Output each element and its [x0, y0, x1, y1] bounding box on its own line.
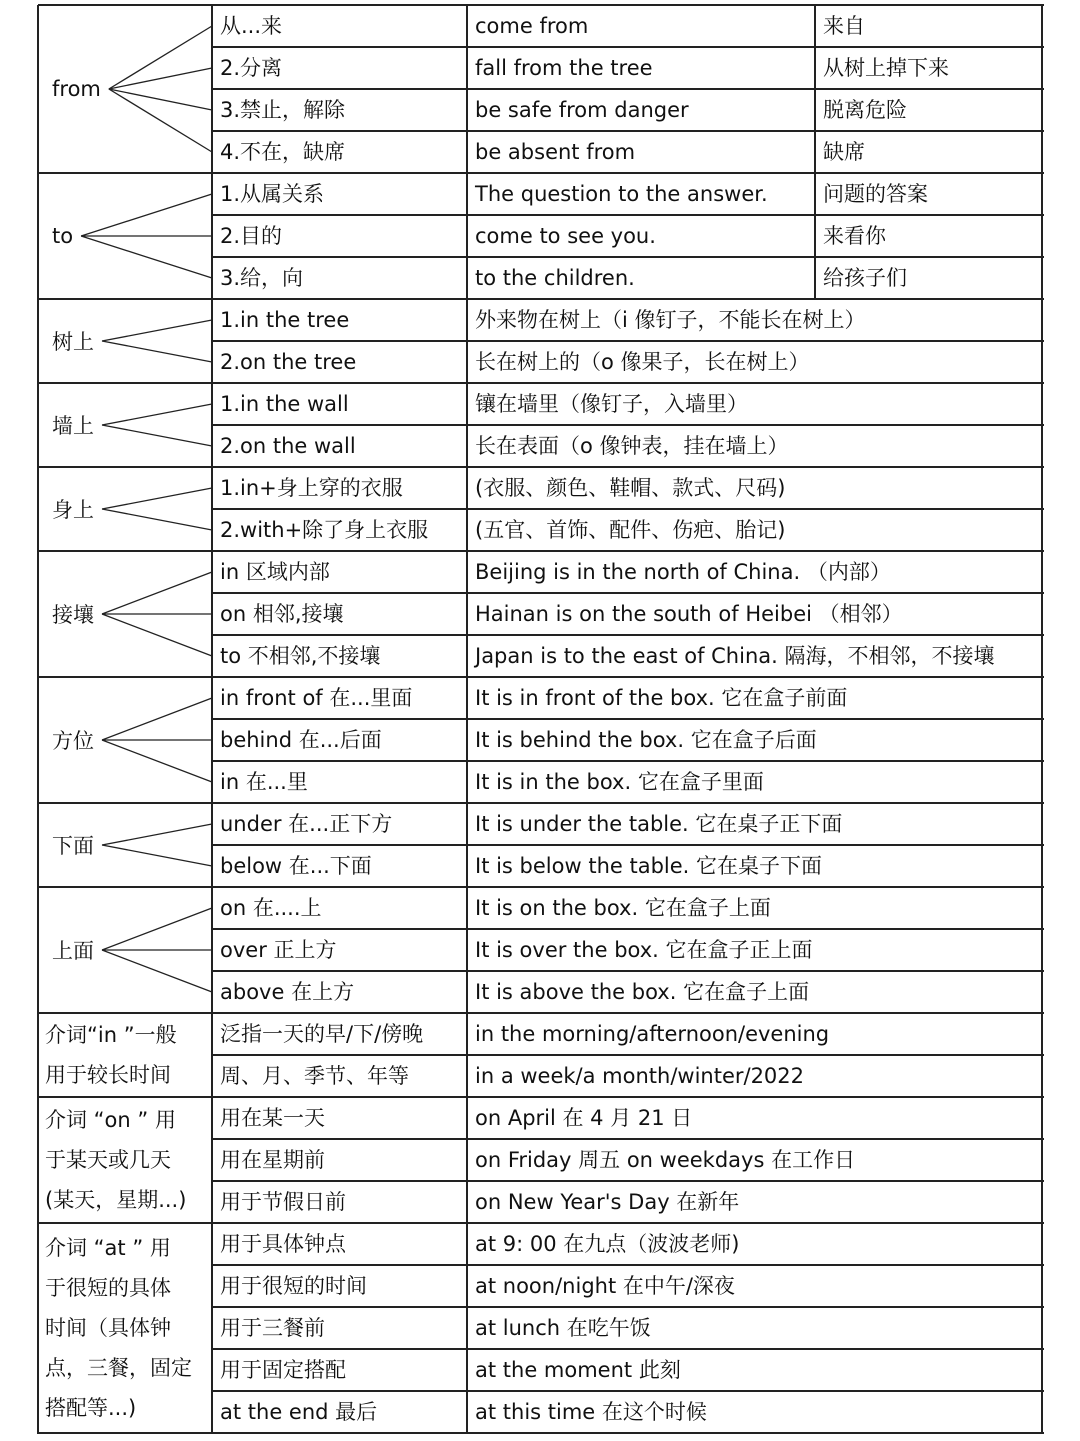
column-divider: [814, 89, 816, 132]
example-cell: It is below the table. 它在桌子下面: [475, 854, 823, 878]
example-cell: to the children.: [475, 266, 635, 290]
meaning-cell: behind 在...后面: [220, 728, 382, 752]
column-divider: [37, 5, 39, 1434]
bracket-line: [102, 404, 212, 425]
meaning-cell: 4.不在，缺席: [220, 140, 346, 164]
column-divider: [814, 131, 816, 174]
meaning-cell: at the end 最后: [220, 1400, 378, 1424]
row-divider: [212, 424, 1044, 426]
meaning-cell: 3.给，向: [220, 266, 304, 290]
meaning-cell: 用于固定搭配: [220, 1358, 346, 1382]
column-divider: [466, 5, 468, 1434]
example-cell: It is above the box. 它在盒子上面: [475, 980, 810, 1004]
row-divider: [212, 844, 1044, 846]
row-divider: [212, 340, 1044, 342]
row-divider: [212, 970, 1044, 972]
example-cell: be safe from danger: [475, 98, 689, 122]
example-cell: on Friday 周五 on weekdays 在工作日: [475, 1148, 856, 1172]
column-divider: [814, 257, 816, 300]
bracket-line: [102, 341, 212, 362]
example-cell: on April 在 4 月 21 日: [475, 1106, 693, 1130]
example-cell: 镶在墙里（像钉子，入墙里）: [475, 392, 748, 416]
row-divider: [212, 1054, 1044, 1056]
meaning-cell: 1.从属关系: [220, 182, 325, 206]
section-label: 上面: [52, 939, 94, 963]
example-cell: Beijing is in the north of China. （内部）: [475, 560, 891, 584]
meaning-cell: 用于三餐前: [220, 1316, 325, 1340]
translation-cell: 从树上掉下来: [823, 56, 949, 80]
bracket-line: [109, 89, 212, 152]
example-cell: The question to the answer.: [475, 182, 768, 206]
column-divider: [814, 215, 816, 258]
translation-cell: 来自: [823, 14, 865, 38]
example-cell: Hainan is on the south of Heibei （相邻）: [475, 602, 903, 626]
column-divider: [814, 5, 816, 48]
translation-cell: 脱离危险: [823, 98, 907, 122]
meaning-cell: 周、月、季节、年等: [220, 1064, 409, 1088]
row-divider: [212, 928, 1044, 930]
bracket-line: [109, 89, 212, 110]
example-cell: Japan is to the east of China. 隔海，不相邻，不接壤: [475, 644, 995, 668]
meaning-cell: 2.on the tree: [220, 350, 357, 374]
meaning-cell: to 不相邻,不接壤: [220, 644, 381, 668]
meaning-cell: above 在上方: [220, 980, 355, 1004]
meaning-cell: in 在...里: [220, 770, 308, 794]
section-label: 墙上: [52, 414, 94, 438]
example-cell: in the morning/afternoon/evening: [475, 1022, 830, 1046]
meaning-cell: 3.禁止，解除: [220, 98, 346, 122]
section-label: 下面: [52, 834, 94, 858]
section-label: 介词 “on ” 用 于某天或几天 (某天，星期...): [45, 1108, 187, 1212]
meaning-cell: 1.in+身上穿的衣服: [220, 476, 403, 500]
example-cell: on New Year's Day 在新年: [475, 1190, 740, 1214]
row-divider: [212, 88, 1044, 90]
meaning-cell: 从...来: [220, 14, 283, 38]
example-cell: come to see you.: [475, 224, 656, 248]
row-divider: [212, 1138, 1044, 1140]
meaning-cell: 用在某一天: [220, 1106, 325, 1130]
meaning-cell: 用在星期前: [220, 1148, 325, 1172]
meaning-cell: 2.目的: [220, 224, 283, 248]
example-cell: (衣服、颜色、鞋帽、款式、尺码): [475, 476, 786, 500]
bracket-line: [102, 320, 212, 341]
meaning-cell: below 在...下面: [220, 854, 372, 878]
bracket-line: [102, 698, 212, 740]
row-divider: [212, 1180, 1044, 1182]
example-cell: It is under the table. 它在桌子正下面: [475, 812, 843, 836]
translation-cell: 缺席: [823, 140, 865, 164]
meaning-cell: 2.on the wall: [220, 434, 356, 458]
example-cell: come from: [475, 14, 589, 38]
example-cell: It is in the box. 它在盒子里面: [475, 770, 764, 794]
column-divider: [814, 47, 816, 90]
translation-cell: 问题的答案: [823, 182, 928, 206]
bracket-line: [102, 488, 212, 509]
bracket-line: [102, 740, 212, 782]
section-label: 介词“in ”一般 用于较长时间: [45, 1023, 177, 1087]
example-cell: It is on the box. 它在盒子上面: [475, 896, 771, 920]
bracket-line: [102, 845, 212, 866]
row-divider: [38, 1432, 1044, 1434]
example-cell: 长在表面（o 像钟表，挂在墙上）: [475, 434, 789, 458]
section-label: from: [52, 77, 101, 101]
bracket-line: [102, 425, 212, 446]
example-cell: at the moment 此刻: [475, 1358, 681, 1382]
section-label: 方位: [52, 729, 94, 753]
column-divider: [211, 5, 213, 1434]
example-cell: 长在树上的（o 像果子，长在树上）: [475, 350, 810, 374]
meaning-cell: 用于具体钟点: [220, 1232, 346, 1256]
row-divider: [212, 1264, 1044, 1266]
example-cell: fall from the tree: [475, 56, 653, 80]
example-cell: 外来物在树上（i 像钉子，不能长在树上）: [475, 308, 866, 332]
row-divider: [212, 1348, 1044, 1350]
meaning-cell: over 正上方: [220, 938, 337, 962]
bracket-line: [81, 194, 212, 236]
meaning-cell: 1.in the tree: [220, 308, 350, 332]
row-divider: [212, 508, 1044, 510]
meaning-cell: 用于很短的时间: [220, 1274, 367, 1298]
section-label: 树上: [52, 330, 94, 354]
bracket-line: [102, 950, 212, 992]
column-divider: [1041, 5, 1043, 1434]
example-cell: be absent from: [475, 140, 636, 164]
meaning-cell: in 区域内部: [220, 560, 330, 584]
row-divider: [212, 718, 1044, 720]
row-divider: [212, 214, 1044, 216]
bracket-line: [102, 908, 212, 950]
translation-cell: 来看你: [823, 224, 886, 248]
translation-cell: 给孩子们: [823, 266, 907, 290]
row-divider: [212, 1306, 1044, 1308]
row-divider: [212, 592, 1044, 594]
example-cell: It is over the box. 它在盒子正上面: [475, 938, 813, 962]
meaning-cell: 用于节假日前: [220, 1190, 346, 1214]
bracket-line: [109, 68, 212, 89]
example-cell: in a week/a month/winter/2022: [475, 1064, 805, 1088]
row-divider: [212, 760, 1044, 762]
row-divider: [212, 1390, 1044, 1392]
bracket-line: [102, 572, 212, 614]
bracket-line: [102, 509, 212, 530]
meaning-cell: 1.in the wall: [220, 392, 349, 416]
bracket-line: [81, 236, 212, 278]
section-label: 介词 “at ” 用 于很短的具体 时间（具体钟 点，三餐，固定 搭配等...): [45, 1236, 192, 1420]
section-label: 身上: [52, 498, 94, 522]
example-cell: at 9: 00 在九点（波波老师): [475, 1232, 740, 1256]
section-label: to: [52, 224, 74, 248]
example-cell: at noon/night 在中午/深夜: [475, 1274, 735, 1298]
example-cell: at this time 在这个时候: [475, 1400, 707, 1424]
example-cell: It is behind the box. 它在盒子后面: [475, 728, 817, 752]
bracket-line: [109, 26, 212, 89]
example-cell: (五官、首饰、配件、伤疤、胎记): [475, 518, 786, 542]
bracket-line: [102, 614, 212, 656]
meaning-cell: 泛指一天的早/下/傍晚: [220, 1022, 424, 1046]
row-divider: [212, 256, 1044, 258]
row-divider: [212, 46, 1044, 48]
meaning-cell: 2.分离: [220, 56, 283, 80]
meaning-cell: on 相邻,接壤: [220, 602, 344, 626]
meaning-cell: in front of 在...里面: [220, 686, 413, 710]
column-divider: [814, 173, 816, 216]
meaning-cell: on 在....上: [220, 896, 322, 920]
meaning-cell: under 在...正下方: [220, 812, 393, 836]
bracket-line: [102, 824, 212, 845]
meaning-cell: 2.with+除了身上衣服: [220, 518, 429, 542]
section-label: 接壤: [52, 603, 94, 627]
example-cell: It is in front of the box. 它在盒子前面: [475, 686, 848, 710]
example-cell: at lunch 在吃午饭: [475, 1316, 651, 1340]
row-divider: [212, 130, 1044, 132]
row-divider: [212, 634, 1044, 636]
